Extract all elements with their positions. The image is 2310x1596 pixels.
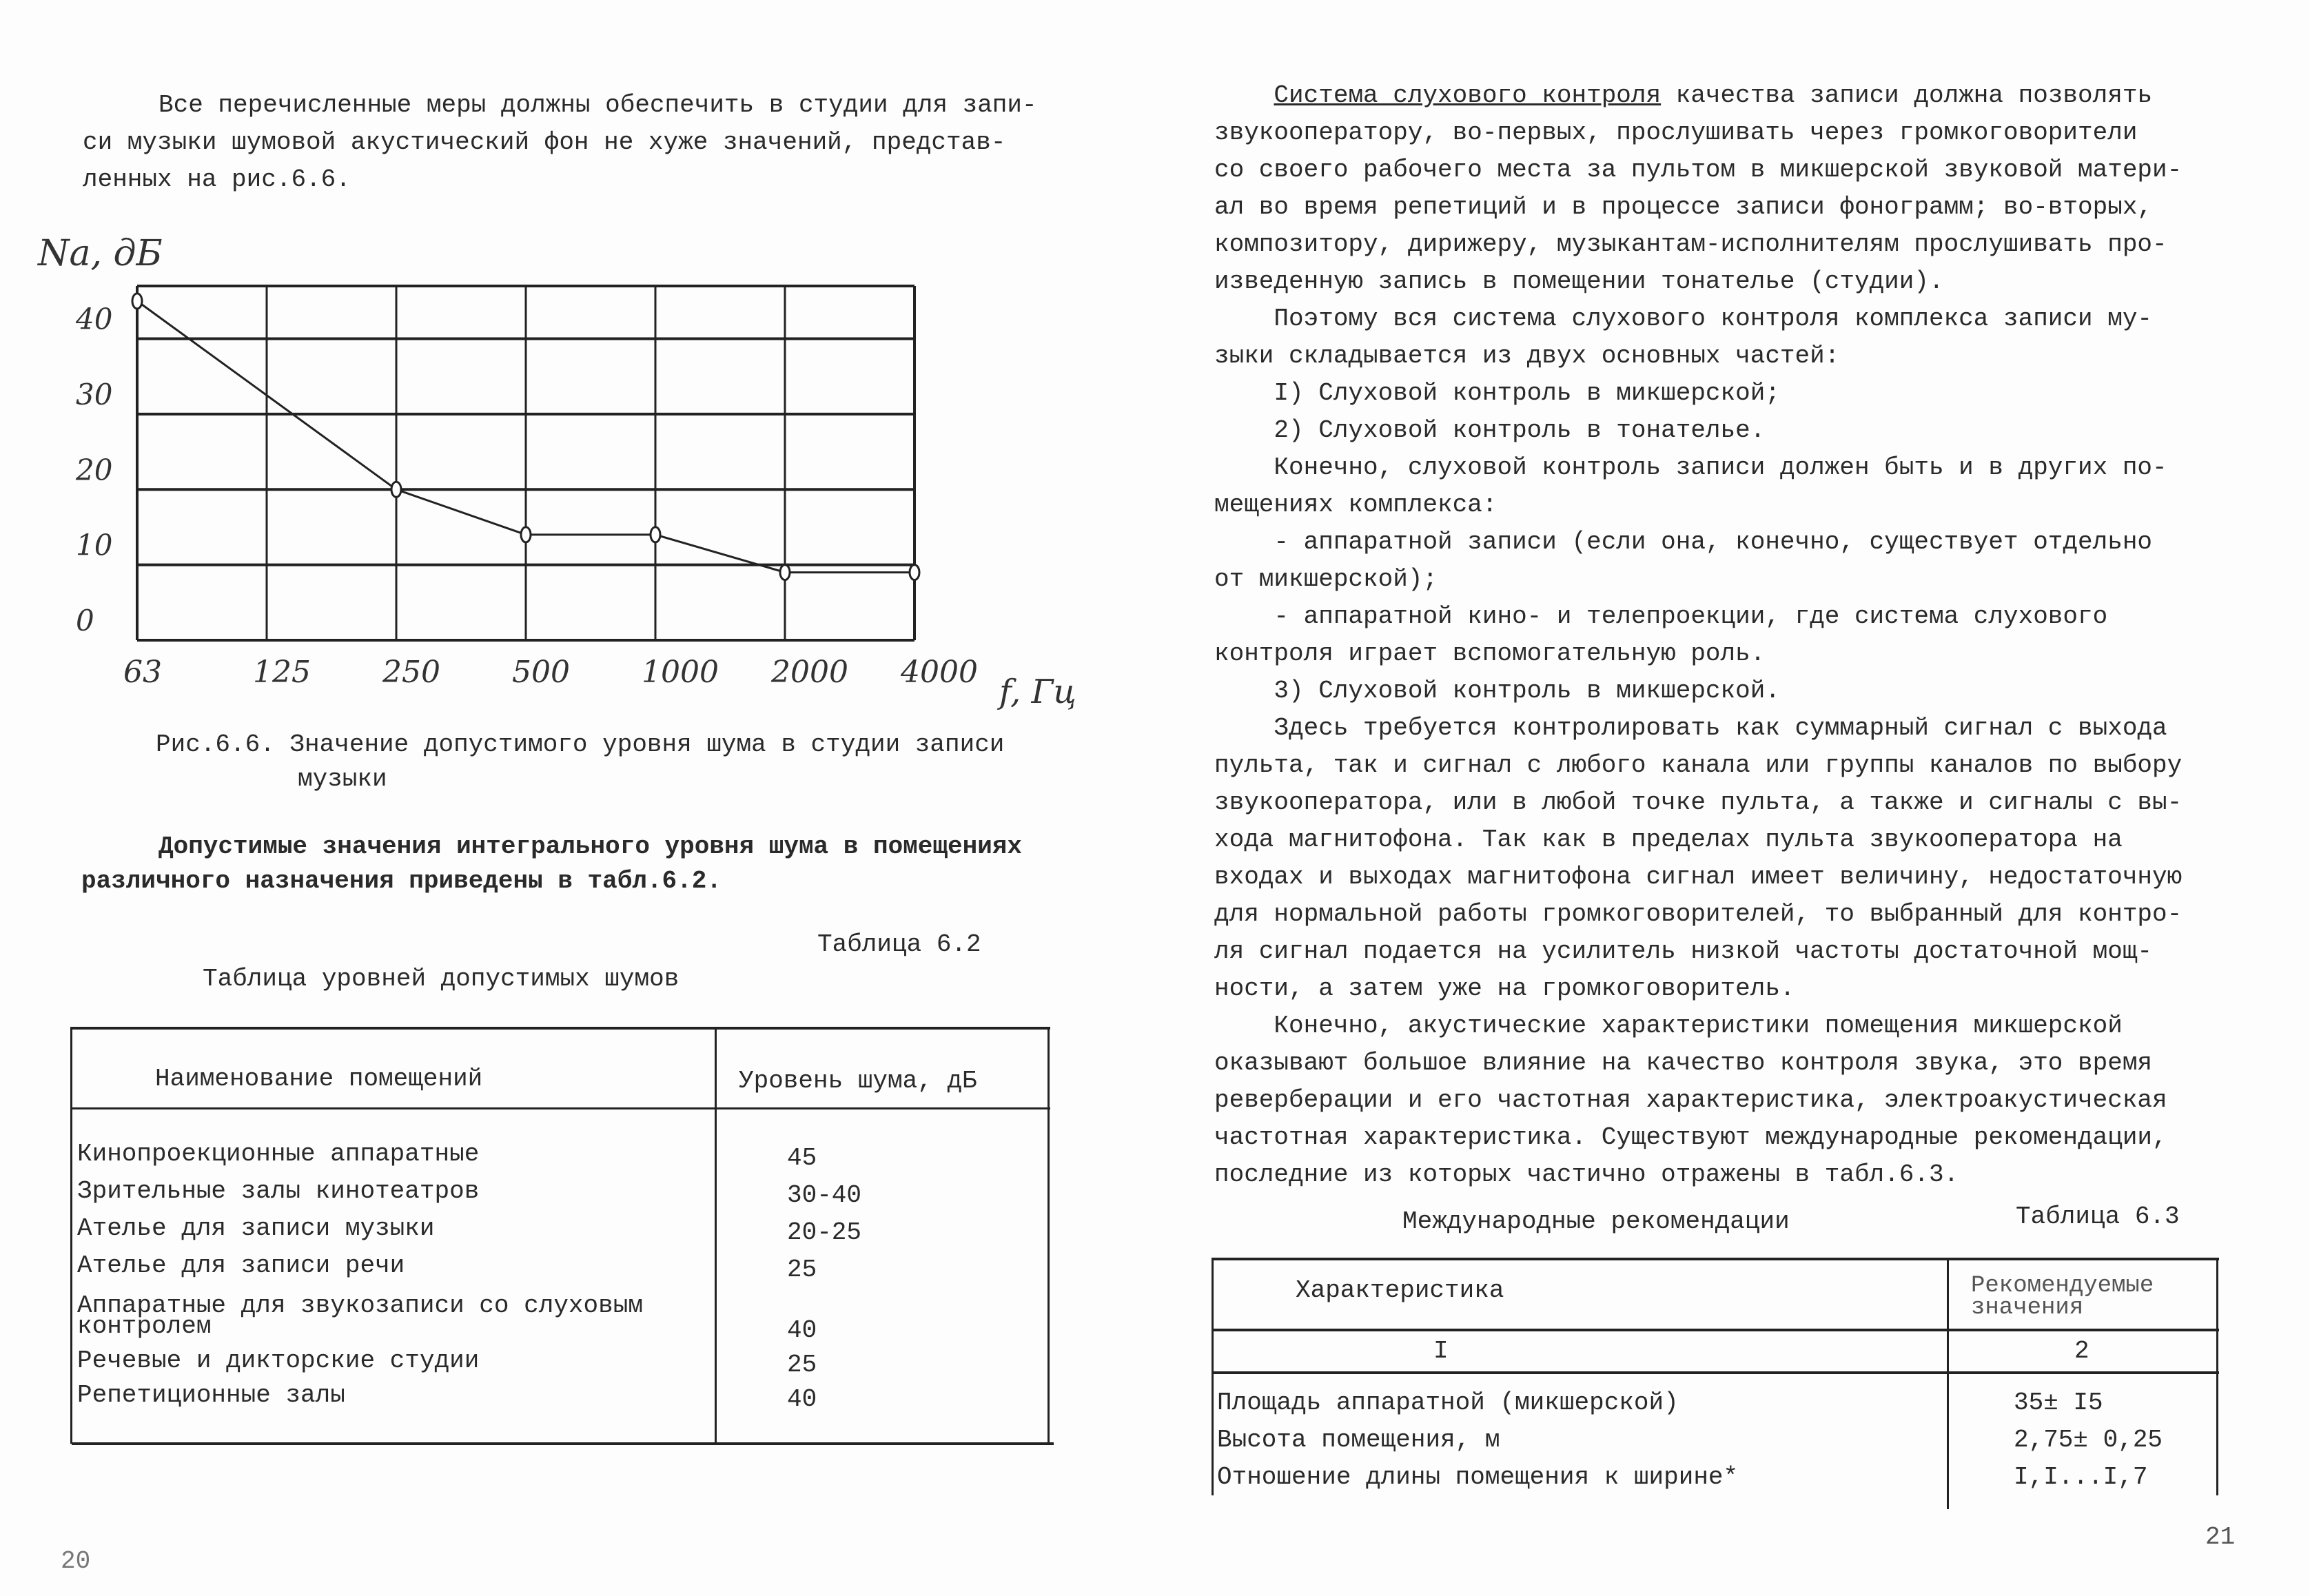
paragraph: различного назначения приведены в табл.6.2. bbox=[81, 867, 722, 895]
y-tick-label: 0 bbox=[76, 604, 94, 637]
text-line: зыки складывается из двух основных частей: bbox=[1214, 342, 1840, 370]
room-name: Речевые и дикторские студии bbox=[77, 1347, 480, 1375]
room-name: Зрительные залы кинотеатров bbox=[77, 1177, 480, 1205]
paragraph: Допустимые значения интегрального уровня шума в помещениях bbox=[159, 832, 1023, 861]
text-line: I) Слуховой контроль в микшерской; bbox=[1214, 379, 1780, 407]
x-tick-label: 250 bbox=[382, 655, 440, 690]
page-number: 21 bbox=[2205, 1523, 2236, 1551]
text-line: от микшерской); bbox=[1214, 565, 1438, 593]
characteristic: Отношение длины помещения к ширине* bbox=[1217, 1463, 1739, 1491]
text-line: частотная характеристика. Существуют международные рекомендации, bbox=[1214, 1123, 2167, 1152]
table-label: Таблица 6.3 bbox=[2016, 1203, 2180, 1231]
text-line: 3) Слуховой контроль в микшерской. bbox=[1214, 677, 1780, 705]
table-title: Таблица уровней допустимых шумов bbox=[203, 965, 679, 993]
text-line: звукооператора, или в любой точке пульта, а также и сигналы с вы- bbox=[1214, 788, 2183, 817]
characteristic: Высота помещения, м bbox=[1217, 1426, 1500, 1454]
text-line: - аппаратной кино- и телепроекции, где система слухового bbox=[1214, 602, 2108, 631]
x-tick-label: 125 bbox=[253, 655, 311, 690]
y-tick-label: 40 bbox=[76, 302, 113, 336]
room-name: Ателье для записи речи bbox=[77, 1251, 405, 1280]
column-header: Характеристика bbox=[1296, 1276, 1504, 1305]
table-title: Международные рекомендации bbox=[1402, 1207, 1790, 1236]
text-line: Конечно, слуховой контроль записи должен быть и в других по- bbox=[1214, 453, 2167, 482]
x-tick-label: 2000 bbox=[771, 655, 848, 690]
text-line: Поэтому вся система слухового контроля комплекса записи му- bbox=[1214, 305, 2153, 333]
room-name: Аппаратные для звукозаписи со слуховым контролем bbox=[77, 1291, 643, 1340]
text-line: реверберации и его частотная характеристика, электроакустическая bbox=[1214, 1086, 2167, 1114]
text-line: контроля играет вспомогательную роль. bbox=[1214, 640, 1766, 668]
data-point bbox=[780, 565, 790, 580]
x-tick-label: 4000 bbox=[901, 655, 978, 690]
x-tick-label: 63 bbox=[123, 655, 162, 690]
text-line: со своего рабочего места за пультом в микшерской звуковой матери- bbox=[1214, 156, 2183, 184]
text-line: пульта, так и сигнал с любого канала или группы каналов по выбору bbox=[1214, 751, 2183, 779]
figure-caption: музыки bbox=[298, 765, 387, 793]
text-line: хода магнитофона. Так как в пределах пульта звукооператора на bbox=[1214, 826, 2123, 854]
text-line: последние из которых частично отражены в табл.6.3. bbox=[1214, 1160, 1959, 1189]
x-axis-label: f, Гц bbox=[999, 673, 1076, 711]
text-line: Конечно, акустические характеристики помещения микшерской bbox=[1214, 1012, 2123, 1040]
text-line: оказывают большое влияние на качество контроля звука, это время bbox=[1214, 1049, 2153, 1077]
column-number: I bbox=[1433, 1337, 1449, 1365]
text-line: 2) Слуховой контроль в тонателье. bbox=[1214, 416, 1766, 444]
x-tick-label: 1000 bbox=[642, 655, 719, 690]
noise-level: 45 bbox=[787, 1144, 817, 1172]
text-line: изведенную запись в помещении тонателье (студии). bbox=[1214, 267, 1944, 296]
recommended-value: I,I...I,7 bbox=[2014, 1463, 2148, 1491]
room-name: Репетиционные залы bbox=[77, 1381, 345, 1409]
recommended-value: 2,75± 0,25 bbox=[2014, 1426, 2163, 1454]
noise-level: 30-40 bbox=[787, 1181, 862, 1209]
text-line: мещениях комплекса: bbox=[1214, 491, 1498, 519]
text-line: композитору, дирижеру, музыкантам-исполнителям прослушивать про- bbox=[1214, 230, 2167, 258]
column-header: Наименование помещений bbox=[155, 1065, 483, 1093]
column-header: Рекомендуемые значения bbox=[1971, 1273, 2154, 1321]
text-line: - аппаратной записи (если она, конечно, существует отдельно bbox=[1214, 528, 2153, 556]
text-line: входах и выходах магнитофона сигнал имеет величину, недостаточную bbox=[1214, 863, 2183, 891]
text-line: Система слухового контроля качества записи должна позволять bbox=[1274, 81, 2153, 110]
intro-line: си музыки шумовой акустический фон не хуже значений, представ- bbox=[83, 128, 1006, 156]
room-name: Ателье для записи музыки bbox=[77, 1214, 435, 1242]
text-line: Здесь требуется контролировать как суммарный сигнал с выхода bbox=[1214, 714, 2167, 742]
data-point bbox=[132, 294, 142, 309]
intro-line: ленных на рис.6.6. bbox=[83, 165, 351, 194]
noise-level: 40 bbox=[787, 1385, 817, 1413]
text-line: звукооператору, во-первых, прослушивать через громкоговорители bbox=[1214, 119, 2138, 147]
column-header: Уровень шума, дБ bbox=[739, 1067, 977, 1095]
data-point bbox=[521, 527, 531, 542]
y-tick-label: 30 bbox=[76, 377, 113, 411]
y-tick-label: 10 bbox=[76, 528, 113, 562]
noise-level-chart bbox=[0, 221, 1137, 730]
characteristic: Площадь аппаратной (микшерской) bbox=[1217, 1389, 1679, 1417]
noise-level: 40 bbox=[787, 1316, 817, 1344]
data-point bbox=[910, 565, 919, 580]
noise-level: 25 bbox=[787, 1351, 817, 1379]
text-line: для нормальной работы громкоговорителей, то выбранный для контро- bbox=[1214, 900, 2183, 928]
data-point bbox=[391, 482, 401, 497]
text-line: ности, а затем уже на громкоговоритель. bbox=[1214, 974, 1795, 1003]
y-axis-label: Na, дБ bbox=[38, 233, 163, 274]
intro-line: Все перечисленные меры должны обеспечить в студии для запи- bbox=[159, 91, 1037, 119]
page-number: 20 bbox=[61, 1547, 91, 1575]
room-name: Кинопроекционные аппаратные bbox=[77, 1140, 480, 1168]
figure-caption: Рис.6.6. Значение допустимого уровня шума в студии записи bbox=[156, 730, 1005, 759]
noise-level: 20-25 bbox=[787, 1218, 862, 1247]
text-line: ля сигнал подается на усилитель низкой частоты достаточной мощ- bbox=[1214, 937, 2153, 965]
recommended-value: 35± I5 bbox=[2014, 1389, 2103, 1417]
underlined-term: Система слухового контроля bbox=[1274, 81, 1662, 110]
noise-level: 25 bbox=[787, 1256, 817, 1284]
column-number: 2 bbox=[2074, 1337, 2089, 1365]
y-tick-label: 20 bbox=[76, 453, 113, 487]
data-point bbox=[651, 527, 660, 542]
text-line: ал во время репетиций и в процессе записи фонограмм; во-вторых, bbox=[1214, 193, 2153, 221]
x-tick-label: 500 bbox=[512, 655, 570, 690]
table-label: Таблица 6.2 bbox=[817, 930, 981, 959]
